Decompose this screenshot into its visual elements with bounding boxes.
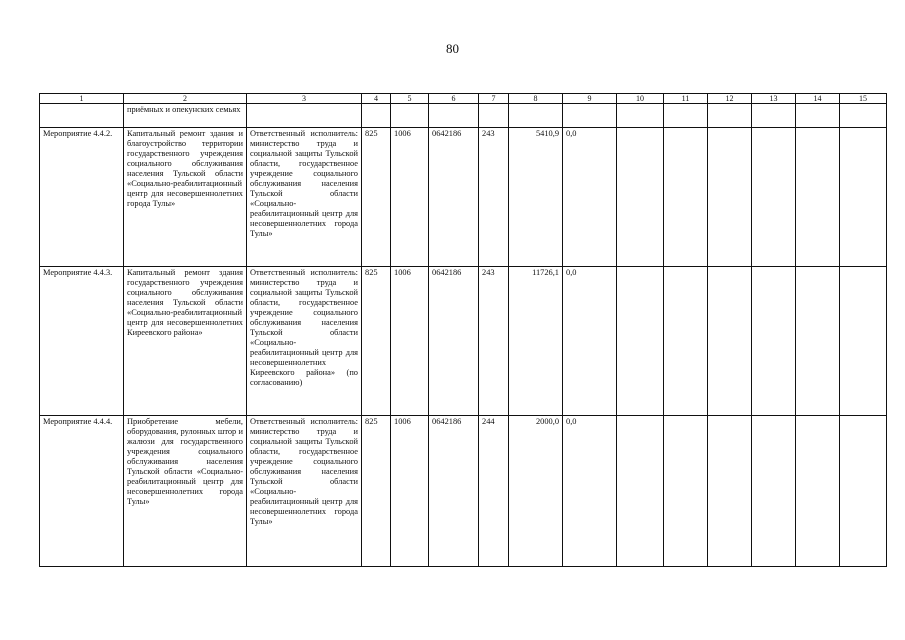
column-header: 7: [479, 94, 509, 104]
table-header-row: [40, 94, 887, 104]
table-row: [40, 128, 887, 267]
measure-executor: Ответственный исполнитель: министерство труда и социальной защиты Тульской области, государственное учреждение социального обслуживания населения Тульской области «Социально-реабилитационный центр для несовершеннолетних города Тулы»: [247, 416, 362, 567]
cell-col4: 825: [362, 128, 391, 267]
measure-description: Капитальный ремонт здания и благоустройство территории государственного учреждения социального обслуживания населения Тульской области «Социально-реабилитационный центр для несовершеннолетних города Тулы»: [124, 128, 247, 267]
page-number: 80: [446, 41, 459, 56]
cell-col4: 825: [362, 416, 391, 567]
budget-table: [39, 93, 887, 567]
column-header: 9: [563, 94, 617, 104]
column-header: 1: [40, 94, 124, 104]
column-header: 10: [617, 94, 664, 104]
column-header: 12: [708, 94, 752, 104]
table-row: [40, 267, 887, 416]
continuation-row: [40, 104, 887, 128]
column-header: 13: [752, 94, 796, 104]
column-header: 8: [509, 94, 563, 104]
cell-col9: 0,0: [563, 128, 617, 267]
measure-id: Мероприятие 4.4.2.: [40, 128, 124, 267]
column-header: 14: [796, 94, 840, 104]
column-header: 11: [664, 94, 708, 104]
column-header: 2: [124, 94, 247, 104]
measure-id: Мероприятие 4.4.4.: [40, 416, 124, 567]
cell-col8: 11726,1: [509, 267, 563, 416]
cell-col5: 1006: [391, 267, 429, 416]
table-row: [40, 416, 887, 567]
column-header: 5: [391, 94, 429, 104]
cell-col4: 825: [362, 267, 391, 416]
column-header: 15: [840, 94, 887, 104]
measure-executor: Ответственный исполнитель: министерство труда и социальной защиты Тульской области, государственное учреждение социального обслуживания населения Тульской области «Социально-реабилитационный центр для несовершеннолетних города Тулы»: [247, 128, 362, 267]
column-header: 6: [429, 94, 479, 104]
cell-col8: 2000,0: [509, 416, 563, 567]
cell-col5: 1006: [391, 416, 429, 567]
measure-id: Мероприятие 4.4.3.: [40, 267, 124, 416]
cell-col7: 243: [479, 267, 509, 416]
cell-col8: 5410,9: [509, 128, 563, 267]
column-header: 3: [247, 94, 362, 104]
measure-executor: Ответственный исполнитель: министерство труда и социальной защиты Тульской области, государственное учреждение социального обслуживания населения Тульской области «Социально-реабилитационный центр для несовершеннолетних Киреевского района» (по согласованию): [247, 267, 362, 416]
cell-col5: 1006: [391, 128, 429, 267]
cell-col6: 0642186: [429, 267, 479, 416]
cell-col9: 0,0: [563, 267, 617, 416]
cell-col7: 244: [479, 416, 509, 567]
column-header: 4: [362, 94, 391, 104]
cell-col7: 243: [479, 128, 509, 267]
measure-description: Приобретение мебели, оборудования, рулонных штор и жалюзи для государственного учреждения социального обслуживания населения Тульской области «Социально-реабилитационный центр для несовершеннолетних города Тулы»: [124, 416, 247, 567]
measure-description: Капитальный ремонт здания государственного учреждения социального обслуживания населения Тульской области «Социально-реабилитационный центр для несовершеннолетних Киреевского района»: [124, 267, 247, 416]
cell-col6: 0642186: [429, 416, 479, 567]
cell-col6: 0642186: [429, 128, 479, 267]
cell-col9: 0,0: [563, 416, 617, 567]
continuation-text: приёмных и опекунских семьях: [124, 104, 247, 128]
